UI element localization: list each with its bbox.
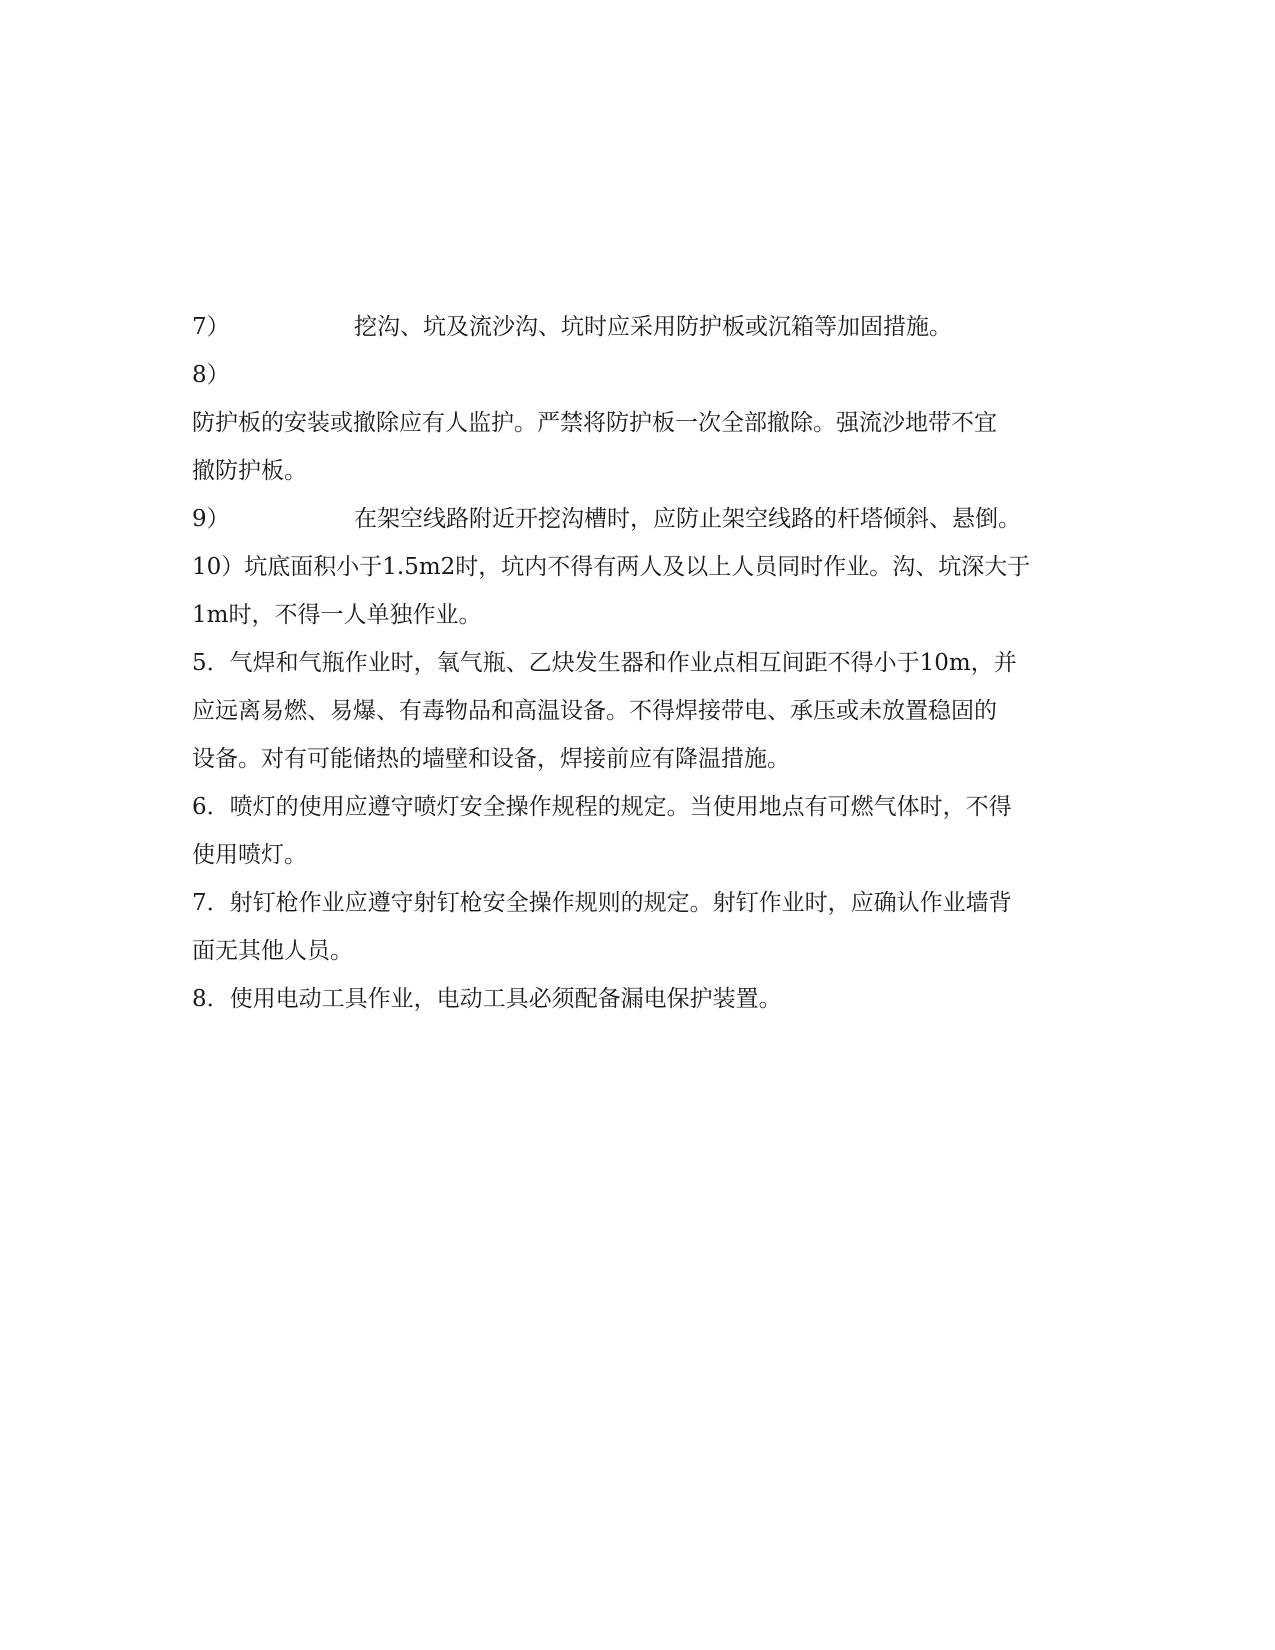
- list-item: [192, 303, 1082, 351]
- paragraph-line: [192, 591, 1082, 639]
- item-number: 9）: [192, 506, 230, 532]
- paragraph-line: [192, 735, 1082, 783]
- paragraph-line: [192, 399, 1082, 447]
- item-text: 10）坑底面积小于1.5m2时，坑内不得有两人及以上人员同时作业。沟、坑深大于: [192, 554, 1031, 580]
- item-text: 8．使用电动工具作业，电动工具必须配备漏电保护装置。: [192, 986, 782, 1012]
- paragraph-line: [192, 447, 1082, 495]
- item-number: 8）: [192, 362, 230, 388]
- paragraph-line: [192, 639, 1082, 687]
- document-body: [192, 303, 1082, 1023]
- item-text: 应远离易燃、易爆、有毒物品和高温设备。不得焊接带电、承压或未放置稳固的: [192, 698, 997, 724]
- item-text: 挖沟、坑及流沙沟、坑时应采用防护板或沉箱等加固措施。: [354, 314, 952, 340]
- paragraph-line: [192, 831, 1082, 879]
- item-text: 使用喷灯。: [192, 842, 307, 868]
- list-item: [192, 351, 1082, 399]
- item-text: 1m时，不得一人单独作业。: [192, 602, 482, 628]
- item-text: 面无其他人员。: [192, 938, 353, 964]
- item-text: 设备。对有可能储热的墙壁和设备，焊接前应有降温措施。: [192, 746, 790, 772]
- paragraph-line: [192, 783, 1082, 831]
- item-text: 防护板的安装或撤除应有人监护。严禁将防护板一次全部撤除。强流沙地带不宜: [192, 410, 997, 436]
- item-text: 6．喷灯的使用应遵守喷灯安全操作规程的规定。当使用地点有可燃气体时，不得: [192, 794, 1012, 820]
- item-text: 在架空线路附近开挖沟槽时，应防止架空线路的杆塔倾斜、悬倒。: [354, 506, 1021, 532]
- list-item: [192, 495, 1082, 543]
- paragraph-line: [192, 975, 1082, 1023]
- item-text: 撤防护板。: [192, 458, 307, 484]
- paragraph-line: [192, 879, 1082, 927]
- paragraph-line: [192, 687, 1082, 735]
- paragraph-line: [192, 543, 1082, 591]
- item-text: 5．气焊和气瓶作业时，氧气瓶、乙炔发生器和作业点相互间距不得小于10m，并: [192, 650, 1017, 676]
- item-text: 7．射钉枪作业应遵守射钉枪安全操作规则的规定。射钉作业时，应确认作业墙背: [192, 890, 1012, 916]
- paragraph-line: [192, 927, 1082, 975]
- item-number: 7）: [192, 314, 230, 340]
